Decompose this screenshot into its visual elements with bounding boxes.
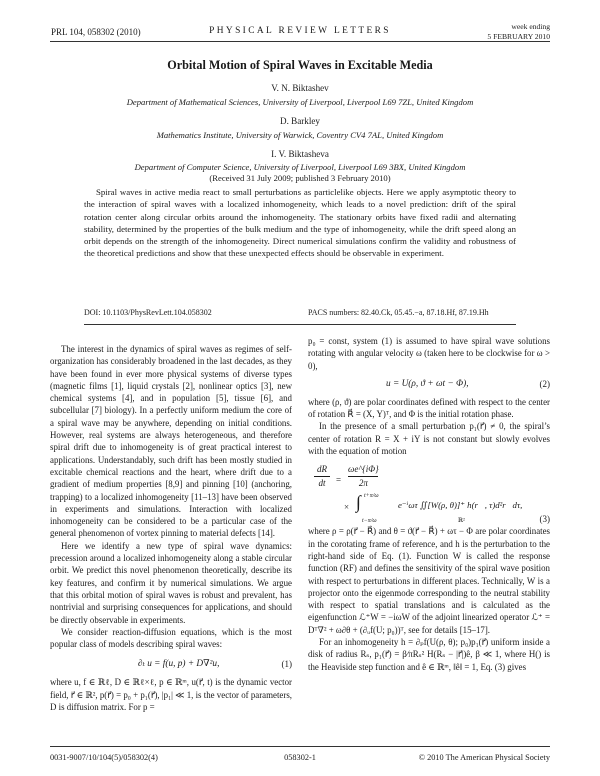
paper-title: Orbital Motion of Spiral Waves in Excitable Media xyxy=(167,58,433,72)
intro-paragraph-1: The interest in the dynamics of spiral waves as regimes of self-organization has considerably broadened in the last decades, as they have been found in ever more physical systems of diverse types (magnetic films [1], liquid crystals [2], nonlinear optics [3], new chemical systems [4], and in population [5], tissue [6], and subcellular [7] biology). In a perfectly uniform medium the core of a spiral wave may be anywhere, depending on initial conditions. However, real systems are always heterogeneous, and therefore spiral drift due to inhomogeneity is of great practical interest to applications. Understandably, such drift has been mostly studied in excitable chemical reactions and the heart, where drift due to a gradient of medium properties [8,9] and pinning [10] (anchoring, trapping) to a localized inhomogeneity [11–13] have been observed in experiments and simulations. Interaction with localized inhomogeneity can be considered to be a particular case of the general phenomenon of vortex pinning to material defects [14]. xyxy=(50,344,292,539)
abstract-rule xyxy=(84,324,516,325)
header-rule xyxy=(50,41,550,42)
right-paragraph-4: where ρ = ρ(r⃗ − R⃗) and θ = ϑ(r⃗ − R⃗) + ωτ − Φ are polar coordinates in the corotating frame of reference, and h is the perturbation to the right-hand side of Eq. (1). Function W is called the response function (RF) and defines the sensitivity of the spiral wave position with respect to perturbations in different places. Technically, W is a projector onto the eigenmode corresponding to the neutral stability with respect to spatial translations and is calculated as the eigenfunction ℒ⁺W = −iωW of the adjoint linearized operator ℒ⁺ = Dᵀ∇² + ω∂θ + (∂ᵤf(U; p₀))ᵀ, see for details [15–17]. xyxy=(308,526,550,635)
footer-left: 0031-9007/10/104(5)/058302(4) xyxy=(50,753,158,762)
footer-page-number: 058302-1 xyxy=(284,753,316,762)
eq3-equals: = xyxy=(336,475,342,486)
author-name-2: D. Barkley xyxy=(280,116,320,126)
left-after-eq1: where u, f ∈ ℝℓ, D ∈ ℝℓ×ℓ, p ∈ ℝᵐ, u(r⃗, t) is the dynamic vector field, r⃗ ∈ ℝ², p(r⃗) = p₀ + p₁(r⃗), |p₁| ≪ 1, is the vector of parameters, D is diffusion matrix. For p = xyxy=(50,677,292,713)
right-paragraph-3: In the presence of a small perturbation p₁(r⃗) ≠ 0, the spiral’s center of rotation R = X + iY is not constant but slowly evolves with the equation of motion xyxy=(308,421,550,457)
equation-2-body: u = U(ρ, ϑ + ωt − Φ), xyxy=(386,378,469,389)
header-date: 5 FEBRUARY 2010 xyxy=(487,32,550,41)
eq3-lhs-num: dR xyxy=(317,464,327,475)
right-paragraph-5: For an inhomogeneity h = ∂ₚf(U(ρ, θ); p₀)p₁(r⃗) uniform inside a disk of radius Rₛ, p₁(r⃗) = β⁄πRₛ² H(Rₛ − |r⃗|)ê, β ≪ 1, where H() is the Heaviside step function and ê ∈ ℝᵐ, ‖ê‖ = 1, Eq. (3) gives xyxy=(308,637,550,672)
eq3-coefficient xyxy=(348,463,379,489)
eq3-coef-num: ωe^{iΦ} xyxy=(348,464,379,475)
eq3-body: e⁻ⁱωτ ∬[W(ρ, θ)]⁺ h(r⃗, τ)d²r⃗dτ, xyxy=(398,500,523,511)
received-dates: (Received 31 July 2009; published 3 February 2010) xyxy=(209,173,391,183)
eq3-int1-upper: t+π/ω xyxy=(364,493,379,500)
header-date-block xyxy=(487,22,550,42)
eq3-int1-lower: t−π/ω xyxy=(362,518,377,525)
footer-rule xyxy=(50,746,550,747)
right-column xyxy=(308,335,550,673)
equation-3 xyxy=(308,457,550,525)
eq3-lhs xyxy=(314,463,330,489)
eq3-times: × xyxy=(344,502,350,513)
right-paragraph-1: p₀ = const, system (1) is assumed to have spiral wave solutions rotating with angular velocity ω (taken here to be clockwise for ω > 0), xyxy=(308,336,550,371)
author-affiliation-1: Department of Mathematical Sciences, University of Liverpool, Liverpool L69 7ZL, United Kingdom xyxy=(126,97,474,107)
author-affiliation-3: Department of Computer Science, University of Liverpool, Liverpool L69 3BX, United Kingdom xyxy=(134,162,466,172)
author-affiliation-2: Mathematics Institute, University of Warwick, Coventry CV4 7AL, United Kingdom xyxy=(156,130,444,140)
equation-1 xyxy=(50,650,292,676)
eq3-lhs-den: dt xyxy=(318,477,326,488)
abstract: Spiral waves in active media react to small perturbations as particlelike objects. Here we apply asymptotic theory to the interaction of spiral waves with a localized inhomogeneity, which leads to a novel prediction: drift of the spiral rotation center along circular orbits around the inhomogeneity. The stationary orbits have fixed radii and alternating stability, determined by the properties of the bulk medium and the type of inhomogeneity, while the drift speed along an orbit depends on the strength of the inhomogeneity. Direct numerical simulations confirm the validity and robustness of the theoretical predictions and show that these unexpected effects should be observable in experiment. xyxy=(84,187,516,259)
equation-1-body: ∂ₜ u = f(u, p) + D∇²u, xyxy=(138,659,220,670)
doi-line xyxy=(84,308,212,317)
author-name-1: V. N. Biktashev xyxy=(271,83,329,93)
intro-paragraph-2: Here we identify a new type of spiral wave dynamics: precession around a localized inhomogeneity along a stable circular orbit. We predict this novel phenomenon theoretically, describe its key features, and confirm it by numerical simulations. We argue that this orbital motion of spiral waves is robust and prevalent, has nontrivial and surprising consequences for applications, and should be directly observable in experiments. xyxy=(50,540,292,625)
equation-3-number: (3) xyxy=(539,514,550,525)
equation-2-number: (2) xyxy=(539,378,550,389)
footer-copyright: © 2010 The American Physical Society xyxy=(418,753,550,762)
pacs-numbers: PACS numbers: 82.40.Ck, 05.45.−a, 87.18.Hf, 87.19.Hh xyxy=(308,308,489,317)
eq3-integral-1: ∫ xyxy=(356,492,361,513)
header-journal: PHYSICAL REVIEW LETTERS xyxy=(209,26,391,36)
author-name-3: I. V. Biktasheva xyxy=(271,149,329,159)
doi-link[interactable]: DOI: 10.1103/PhysRevLett.104.058302 xyxy=(84,308,212,317)
header-citation: PRL 104, 058302 (2010) xyxy=(51,27,141,37)
equation-2 xyxy=(308,372,550,396)
equation-1-number: (1) xyxy=(281,659,292,670)
eq3-coef-den: 2π xyxy=(358,477,368,488)
eq3-int2-lower: ℝ² xyxy=(458,518,465,525)
intro-paragraph-3: We consider reaction-diffusion equations, which is the most popular class of models describing spiral waves: xyxy=(50,626,292,650)
right-paragraph-2: where (ρ, ϑ) are polar coordinates defined with respect to the center of rotation R⃗ = (X, Y)ᵀ, and Φ is the initial rotation phase. xyxy=(308,396,550,420)
header-week-label: week ending xyxy=(511,22,550,31)
left-column xyxy=(50,343,292,713)
